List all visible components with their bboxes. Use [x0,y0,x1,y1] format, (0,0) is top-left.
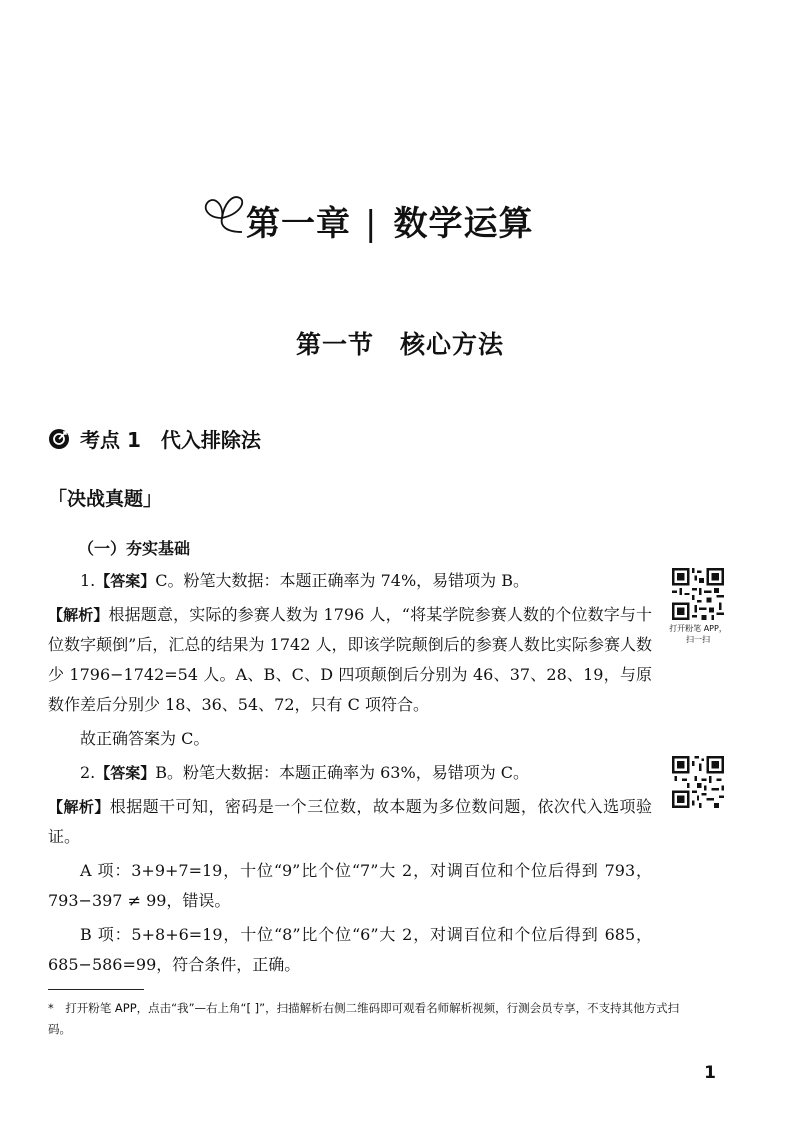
qr-code-1[interactable] [672,568,724,620]
chapter-number: 第一章 [246,204,351,244]
q2-analysis-label: 【解析】 [48,798,110,816]
footnote-divider [48,989,144,990]
qr-caption [658,623,738,645]
sprout-icon [198,188,248,236]
q1-analysis-label: 【解析】 [48,606,109,624]
chapter-subject: 数学运算 [393,204,534,244]
q1-analysis-text: 根据题意，实际的参赛人数为 1796 人，“将某学院参赛人数的个位数字与十位数字颠倒”后，汇总的结果为 1742 人，即该学院颠倒后的参赛人数比实际参赛人数少 1796−1742=54 人。A、B、C、D 四项颠倒后分别为 46、37、28、19，与原数作差后分别少 18、36、54、72，只有 C 项符合。 [48,605,652,714]
point-heading [48,424,261,453]
chapter-heading [198,188,598,248]
chapter-separator: | [365,204,378,244]
footnote: * 打开粉笔 APP，点击“我”—右上角“[ ]”，扫描解析右侧二维码即可观看名师解析视频，行测会员专享，不支持其他方式扫码。 [48,1001,680,1036]
q2-analysis [48,792,652,852]
q2-option-a: A 项：3+9+7=19，十位“9”比个位“7”大 2，对调百位和个位后得到 793，793−397 ≠ 99，错误。 [48,861,652,910]
q2-option-b: B 项：5+8+6=19，十位“8”比个位“6”大 2，对调百位和个位后得到 685，685−586=99，符合条件，正确。 [48,925,652,974]
qr-caption-line1: 打开粉笔 APP， [669,624,727,633]
q2-answer [48,758,652,788]
q1-analysis [48,600,652,720]
qr-caption-line2: 扫一扫 [686,635,710,644]
q1-number: 1. [80,571,96,590]
q1-answer-text: C。粉笔大数据：本题正确率为 74%，易错项为 B。 [155,571,530,590]
subsection-title: （一）夯实基础 [78,539,191,558]
page-number: 1 [704,1063,716,1083]
q2-analysis-text: 根据题干可知，密码是一个三位数，故本题为多位数问题，依次代入选项验证。 [48,797,652,846]
qr-code-2[interactable] [672,756,724,808]
point-title-text: 考点 1 代入排除法 [80,428,261,452]
q1-answer-label: 【答案】 [95,572,156,590]
main-content [48,566,652,984]
q2-answer-label: 【答案】 [95,764,156,782]
block-title: 「决战真题」 [48,488,163,510]
q1-answer [48,566,652,596]
section-title: 第一节 核心方法 [295,330,504,359]
q2-answer-text: B。粉笔大数据：本题正确率为 63%，易错项为 C。 [155,763,530,782]
q1-conclusion: 故正确答案为 C。 [80,729,210,748]
q2-number: 2. [80,763,96,782]
target-icon [48,428,70,450]
